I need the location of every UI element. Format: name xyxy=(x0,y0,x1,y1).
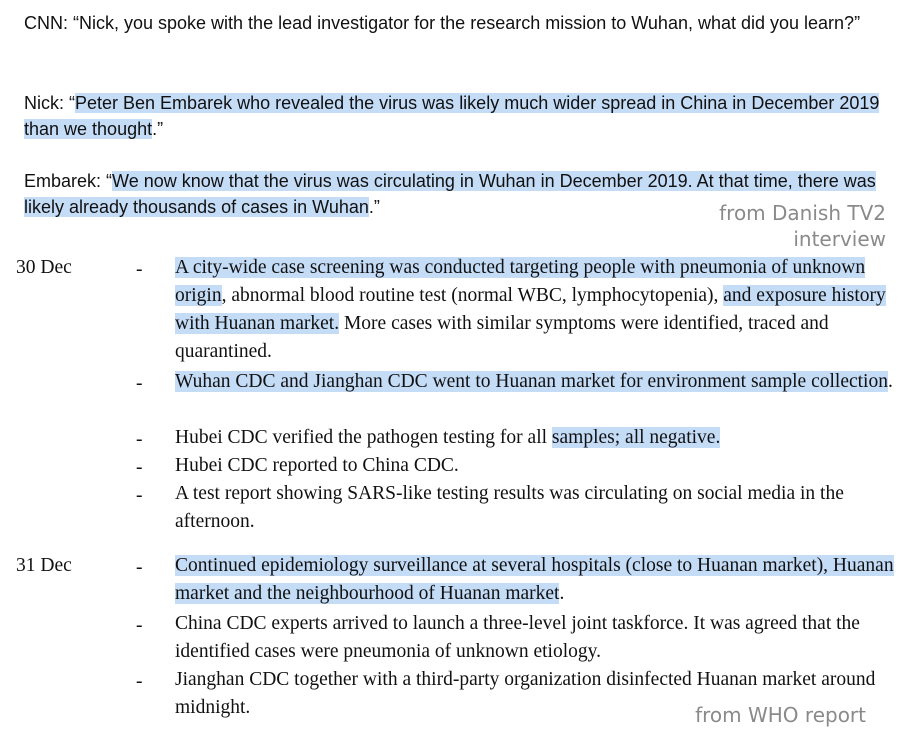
dash: - xyxy=(136,671,143,692)
dash: - xyxy=(136,429,143,450)
dash: - xyxy=(136,557,143,578)
dec30-item3-highlight: samples; all negative. xyxy=(551,427,721,448)
dec30-item-reported xyxy=(175,452,895,480)
dec30-item3-text: Hubei CDC verified the pathogen testing for all xyxy=(175,427,552,448)
nick-suffix: .” xyxy=(152,119,164,139)
nick-prefix: Nick: “ xyxy=(24,93,75,113)
tv2-source-line1: from Danish TV2 xyxy=(719,201,886,225)
dec31-item-taskforce xyxy=(175,610,895,666)
dec30-item2-text: . xyxy=(887,371,893,392)
dec30-item-screening xyxy=(175,254,895,366)
dec30-item1-highlight1: A city-wide case screening was conducted targeting people with pneumonia of unknown origin xyxy=(175,257,866,306)
dec30-item5-text: A test report showing SARS-like testing results was circulating on social media in the afternoon. xyxy=(175,483,844,532)
dec30-item4-text: Hubei CDC reported to China CDC. xyxy=(175,455,459,476)
nick-highlight: Peter Ben Embarek who revealed the virus was likely much wider spread in China in December 2019 than we thought xyxy=(24,93,880,139)
cnn-question-text: CNN: “Nick, you spoke with the lead investigator for the research mission to Wuhan, what did you learn?” xyxy=(24,13,861,33)
date-30-dec: 30 Dec xyxy=(16,257,72,278)
embarek-suffix: .” xyxy=(368,197,380,217)
nick-answer xyxy=(24,90,904,142)
date-31-dec: 31 Dec xyxy=(16,555,72,576)
embarek-highlight: We now know that the virus was circulating in Wuhan in December 2019. At that time, there was likely already thousands of cases in Wuhan xyxy=(24,171,876,217)
dec30-item1-text2: More cases with similar symptoms were identified, traced and quarantined. xyxy=(175,313,829,362)
embarek-prefix: Embarek: “ xyxy=(24,171,113,191)
who-source: from WHO report xyxy=(695,703,866,727)
dash: - xyxy=(136,485,143,506)
cnn-question xyxy=(24,10,904,36)
dash: - xyxy=(136,457,143,478)
tv2-source-line2: interview xyxy=(793,227,886,251)
dash: - xyxy=(136,615,143,636)
dec31-item3-text: Jianghan CDC together with a third-party organization disinfected Huanan market around midnight. xyxy=(175,669,876,718)
dec31-item1-text: . xyxy=(559,583,565,604)
dash: - xyxy=(136,373,143,394)
dec30-item-sampling xyxy=(175,368,895,396)
dash: - xyxy=(136,259,143,280)
dec30-item1-text1: , abnormal blood routine test (normal WBC, lymphocytopenia), xyxy=(221,285,724,306)
dec31-item1-highlight: Continued epidemiology surveillance at several hospitals (close to Huanan market), Huanan market and the neighbourhood of Huanan market xyxy=(175,555,894,604)
tv2-source xyxy=(719,200,886,252)
dec30-item-social-media xyxy=(175,480,895,536)
dec30-item1-highlight2: and exposure history with Huanan market. xyxy=(175,285,886,334)
dec31-item-surveillance xyxy=(175,552,895,608)
dec30-item2-highlight: Wuhan CDC and Jianghan CDC went to Huanan market for environment sample collection xyxy=(175,371,888,392)
dec30-item-verification xyxy=(175,424,895,452)
dec31-item2-text: China CDC experts arrived to launch a three-level joint taskforce. It was agreed that the identified cases were pneumonia of unknown etiology. xyxy=(175,613,860,662)
